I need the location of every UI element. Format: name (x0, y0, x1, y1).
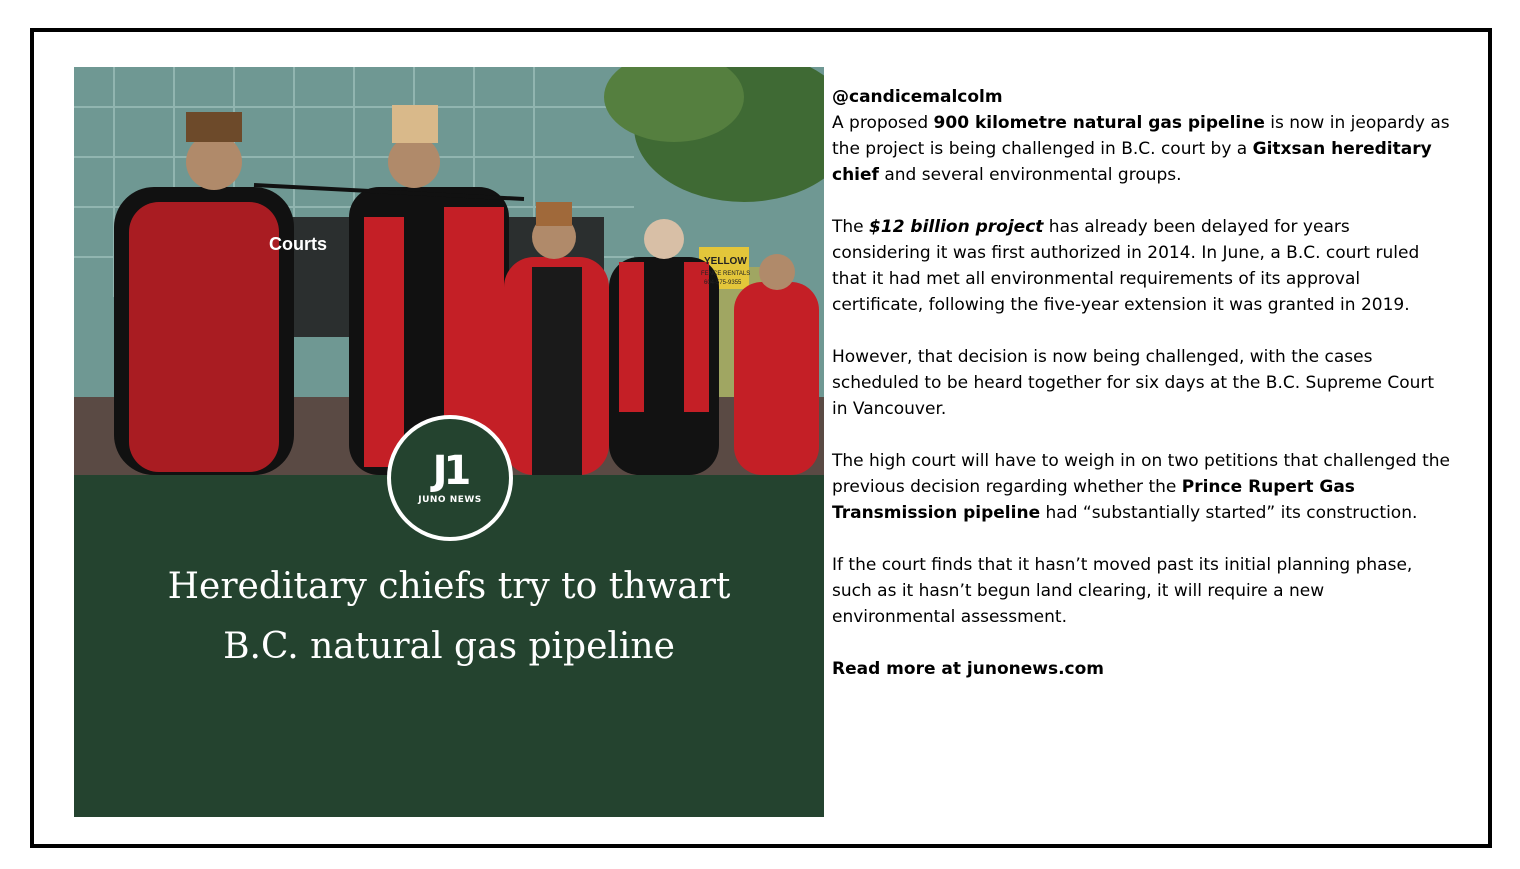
paragraph-4: The high court will have to weigh in on two petitions that challenged the previous decision regarding whether the Prince Rupert Gas Transmission pipeline had “substantially started” its construction. (832, 451, 1450, 523)
fence-sign: FENCE RENTALS (701, 271, 751, 277)
post-text (832, 84, 1452, 708)
post-frame (30, 28, 1492, 848)
logo-mark: J1 (432, 448, 468, 494)
yellow-sign: YELLOW (704, 256, 747, 267)
article-headline: Hereditary chiefs try to thwart B.C. natural gas pipeline (167, 566, 731, 667)
news-photo-illustration (74, 67, 824, 475)
juno-news-logo (387, 415, 513, 541)
paragraph-3: However, that decision is now being challenged, with the cases scheduled to be heard together for six days at the B.C. Supreme Court in Vancouver. (832, 347, 1435, 419)
paragraph-5: If the court finds that it hasn’t moved past its initial planning phase, such as it hasn’t begun land clearing, it will require a new environmental assessment. (832, 555, 1413, 627)
logo-text: JUNO NEWS (418, 495, 482, 505)
paragraph-2: The $12 billion project has already been delayed for years considering it was first authorized in 2014. In June, a B.C. court ruled that it had met all environmental requirements of its approval certificate, following the five-year extension it was granted in 2019. (832, 217, 1420, 315)
author-handle[interactable]: @candicemalcolm (832, 87, 1003, 107)
courts-sign: Courts (269, 234, 327, 254)
news-card (74, 67, 824, 817)
news-photo (74, 67, 824, 475)
phone-sign: 604-575-9355 (704, 280, 742, 286)
read-more-link[interactable]: Read more at junonews.com (832, 659, 1105, 679)
paragraph-1: A proposed 900 kilometre natural gas pipeline is now in jeopardy as the project is being challenged in B.C. court by a Gitxsan hereditary chief and several environmental groups. (832, 113, 1450, 185)
